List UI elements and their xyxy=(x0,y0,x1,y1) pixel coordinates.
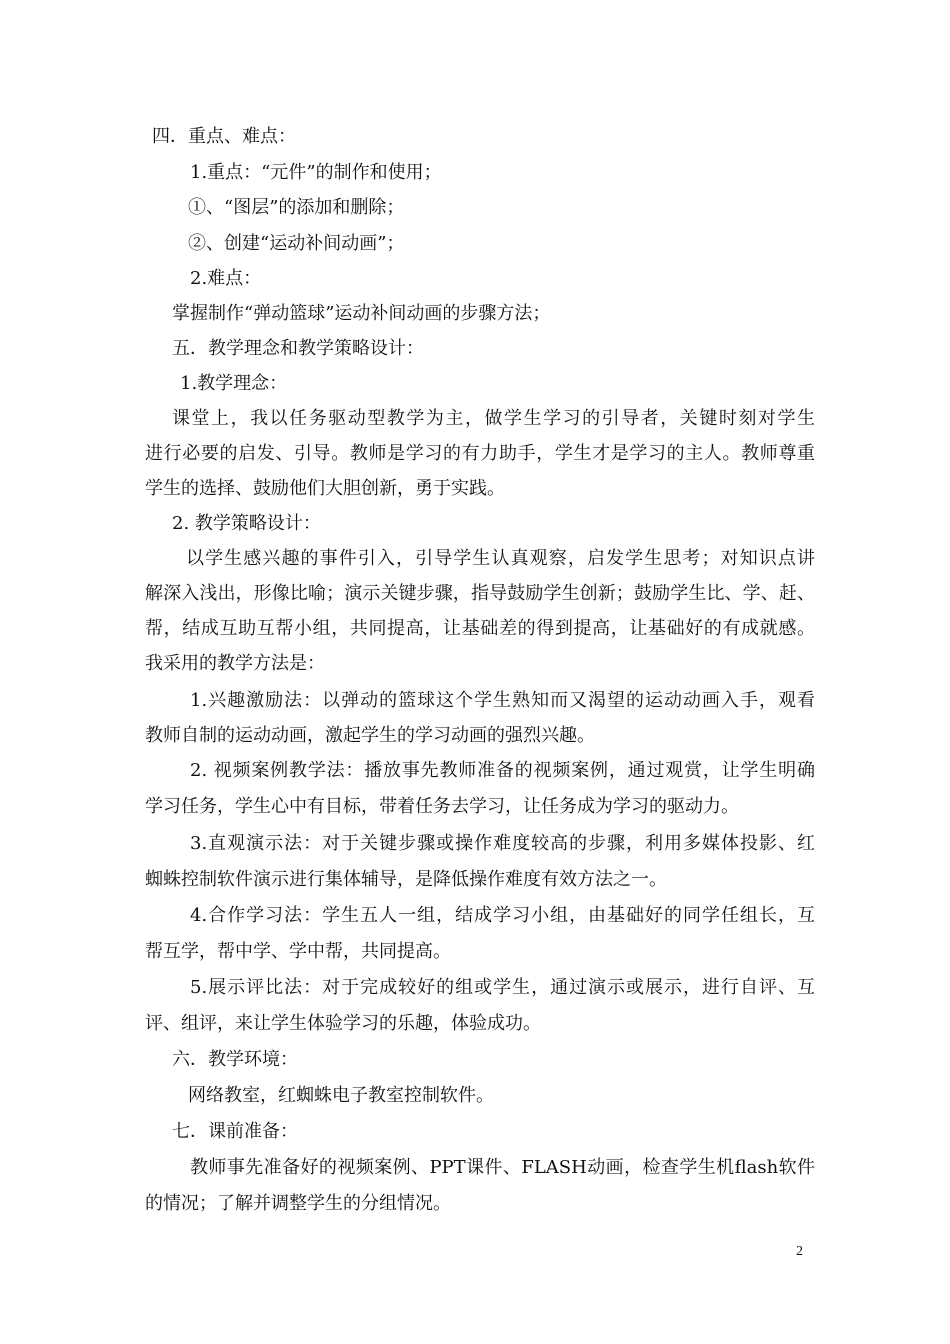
strategy-paragraph-line: 帮，结成互助互帮小组，共同提高，让基础差的得到提高，让基础好的有成就感。 xyxy=(145,618,815,639)
philosophy-paragraph-line: 课堂上，我以任务驱动型教学为主，做学生学习的引导者，关键时刻对学生 xyxy=(172,408,815,429)
method-1-line: 教师自制的运动动画，激起学生的学习动画的强烈兴趣。 xyxy=(145,725,595,746)
preparation-line: 教师事先准备好的视频案例、PPT课件、FLASH动画，检查学生机flash软件 xyxy=(190,1157,815,1178)
difficulty-heading: 2.难点： xyxy=(190,268,262,289)
method-4-line: 帮互学，帮中学、学中帮，共同提高。 xyxy=(145,941,451,962)
method-2-line: 2. 视频案例教学法：播放事先教师准备的视频案例，通过观赏，让学生明确 xyxy=(190,760,815,781)
environment-text: 网络教室，红蜘蛛电子教室控制软件。 xyxy=(188,1085,494,1106)
section-heading-7: 七．课前准备： xyxy=(172,1121,298,1142)
section-heading-6: 六．教学环境： xyxy=(172,1049,298,1070)
method-1-line: 1.兴趣激励法：以弹动的篮球这个学生熟知而又渴望的运动动画入手，观看 xyxy=(190,690,815,711)
page-number: 2 xyxy=(796,1244,803,1259)
method-3-line: 蜘蛛控制软件演示进行集体辅导，是降低操作难度有效方法之一。 xyxy=(145,869,667,890)
method-3-line: 3.直观演示法：对于关键步骤或操作难度较高的步骤，利用多媒体投影、红 xyxy=(190,833,815,854)
philosophy-paragraph-line: 进行必要的启发、引导。教师是学习的有力助手，学生才是学习的主人。教师尊重 xyxy=(145,443,815,464)
method-4-line: 4.合作学习法：学生五人一组，结成学习小组，由基础好的同学任组长，互 xyxy=(190,905,815,926)
preparation-line: 的情况；了解并调整学生的分组情况。 xyxy=(145,1193,451,1214)
section-heading-5: 五．教学理念和教学策略设计： xyxy=(172,338,424,359)
method-2-line: 学习任务，学生心中有目标，带着任务去学习，让任务成为学习的驱动力。 xyxy=(145,796,739,817)
key-point-item-2: ②、创建“运动补间动画”； xyxy=(188,233,405,254)
difficulty-text: 掌握制作“弹动篮球”运动补间动画的步骤方法； xyxy=(172,303,551,324)
teaching-philosophy-heading: 1.教学理念： xyxy=(180,373,288,394)
philosophy-paragraph-line: 学生的选择、鼓励他们大胆创新，勇于实践。 xyxy=(145,478,505,499)
strategy-paragraph-line: 解深入浅出，形像比喻；演示关键步骤，指导鼓励学生创新；鼓励学生比、学、赶、 xyxy=(145,583,815,604)
key-point-heading: 1.重点：“元件”的制作和使用； xyxy=(190,162,442,183)
strategy-paragraph-line: 我采用的教学方法是： xyxy=(145,653,325,674)
section-heading-4: 四．重点、难点： xyxy=(152,126,296,147)
strategy-paragraph-line: 以学生感兴趣的事件引入，引导学生认真观察，启发学生思考；对知识点讲 xyxy=(186,548,815,569)
key-point-item-1: ①、“图层”的添加和删除； xyxy=(188,197,405,218)
strategy-heading: 2. 教学策略设计： xyxy=(172,513,321,534)
method-5-line: 5.展示评比法：对于完成较好的组或学生，通过演示或展示，进行自评、互 xyxy=(190,977,815,998)
method-5-line: 评、组评，来让学生体验学习的乐趣，体验成功。 xyxy=(145,1013,541,1034)
